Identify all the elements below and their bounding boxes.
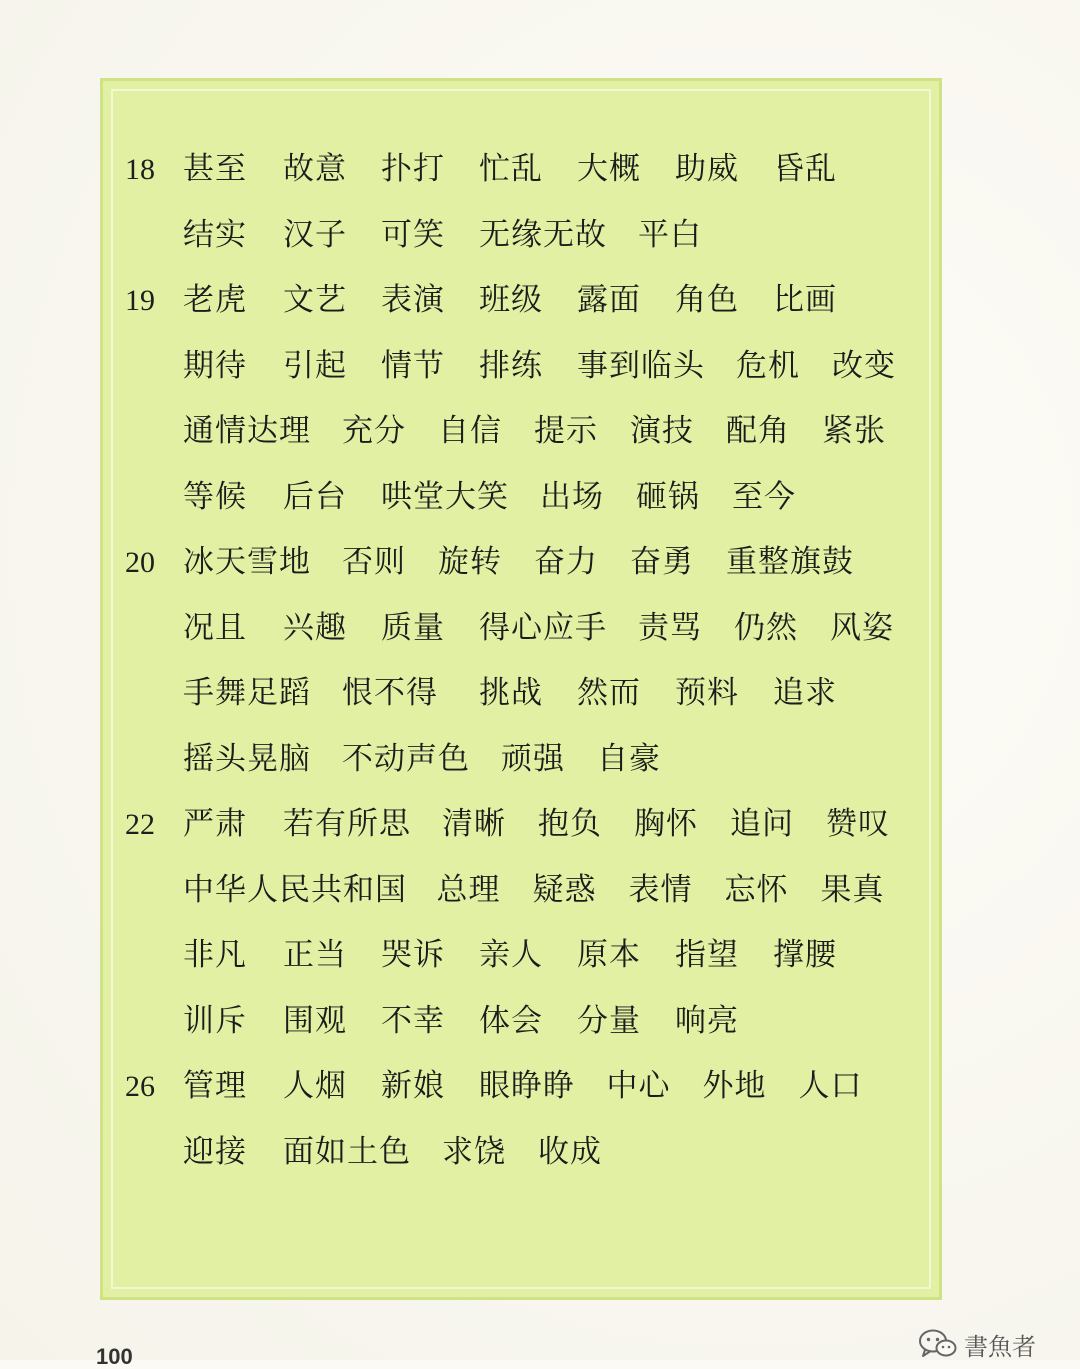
vocab-word: 响亮 [675, 1002, 739, 1039]
vocab-word: 哄堂大笑 [381, 478, 509, 515]
watermark [918, 1324, 1036, 1364]
vocab-word: 引起 [283, 347, 347, 384]
vocab-word: 班级 [479, 282, 543, 318]
vocab-word: 迎接 [183, 1133, 247, 1170]
vocab-word: 预料 [675, 675, 739, 711]
vocab-word: 表情 [628, 871, 693, 908]
word-row [103, 999, 945, 1045]
word-row [103, 344, 945, 390]
vocab-word: 否则 [342, 544, 406, 580]
vocab-word: 配角 [726, 413, 790, 449]
word-row [103, 802, 945, 848]
word-row [103, 475, 945, 521]
vocab-word: 人口 [798, 1068, 863, 1104]
lesson-number: 22 [125, 808, 155, 841]
word-row [103, 671, 945, 717]
vocab-word: 冰天雪地 [183, 544, 311, 580]
vocab-word: 赞叹 [826, 806, 890, 842]
vocab-word: 忙乱 [479, 151, 543, 187]
vocab-word: 收成 [538, 1133, 602, 1170]
vocab-word: 事到临头 [577, 347, 705, 384]
vocab-word: 求饶 [442, 1133, 506, 1170]
vocab-word: 等候 [183, 478, 247, 515]
vocab-word: 体会 [479, 1002, 543, 1039]
vocab-word: 围观 [283, 1002, 347, 1039]
vocab-word: 平白 [638, 216, 702, 253]
vocab-word: 昏乱 [773, 151, 837, 187]
vocab-word: 清晰 [442, 806, 506, 842]
vocab-word: 大概 [577, 151, 641, 187]
vocab-word: 出场 [540, 478, 604, 515]
wechat-icon [918, 1328, 958, 1360]
vocab-word: 恨不得 [342, 675, 438, 711]
vocab-word: 中华人民共和国 [183, 871, 407, 908]
vocab-word: 训斥 [183, 1002, 247, 1039]
word-row [103, 933, 945, 979]
vocab-word: 比画 [773, 282, 837, 318]
vocab-word: 追问 [730, 806, 794, 842]
word-row [103, 737, 945, 783]
vocab-word: 露面 [577, 282, 641, 318]
vocab-word: 演技 [630, 413, 694, 449]
vocab-word: 然而 [577, 675, 641, 711]
word-row [103, 278, 945, 324]
vocab-word: 亲人 [479, 937, 543, 973]
vocab-word: 不动声色 [342, 740, 470, 777]
vocab-word: 兴趣 [283, 609, 347, 646]
vocab-word: 奋力 [534, 544, 598, 580]
vocab-word: 至今 [732, 478, 796, 515]
lesson-number: 19 [125, 284, 155, 317]
vocab-word: 奋勇 [630, 544, 694, 580]
vocab-word: 哭诉 [381, 937, 445, 973]
vocab-word: 风姿 [830, 609, 894, 646]
vocab-word: 疑惑 [532, 871, 597, 908]
vocab-word: 挑战 [479, 675, 543, 711]
vocab-word: 手舞足蹈 [183, 675, 311, 711]
vocab-word: 故意 [283, 151, 347, 187]
vocab-word: 正当 [283, 937, 347, 973]
vocab-word: 表演 [381, 282, 445, 318]
vocab-word: 不幸 [381, 1002, 445, 1039]
vocab-word: 质量 [381, 609, 445, 646]
vocab-word: 胸怀 [634, 806, 698, 842]
vocab-word: 老虎 [183, 282, 247, 318]
page-number: 100 [96, 1344, 133, 1369]
vocab-word: 仍然 [734, 609, 798, 646]
vocab-word: 文艺 [283, 282, 347, 318]
vocab-word: 紧张 [822, 413, 886, 449]
vocab-word: 自信 [438, 413, 502, 449]
vocab-word: 人烟 [283, 1068, 347, 1104]
vocab-word: 管理 [183, 1068, 247, 1104]
vocab-word: 非凡 [183, 937, 247, 973]
vocab-word: 若有所思 [283, 806, 411, 842]
vocab-word: 甚至 [183, 151, 247, 187]
vocab-word: 总理 [436, 871, 501, 908]
lesson-number: 20 [125, 546, 155, 579]
vocab-word: 汉子 [283, 216, 347, 253]
vocab-word: 顽强 [501, 740, 565, 777]
vocab-word: 排练 [479, 347, 543, 384]
vocab-word: 果真 [820, 871, 885, 908]
vocab-word: 情节 [381, 347, 445, 384]
vocab-word: 充分 [342, 413, 406, 449]
word-row [103, 540, 945, 586]
vocab-word: 通情达理 [183, 413, 311, 449]
watermark-text: 書魚者 [964, 1332, 1036, 1361]
vocab-word: 责骂 [638, 609, 702, 646]
vocab-word: 提示 [534, 413, 598, 449]
word-row [103, 868, 945, 914]
vocab-word: 重整旗鼓 [726, 544, 854, 580]
vocab-word: 砸锅 [636, 478, 700, 515]
vocab-word: 扑打 [381, 151, 445, 187]
vocab-word: 旋转 [438, 544, 502, 580]
vocab-word: 结实 [183, 216, 247, 253]
vocab-word: 况且 [183, 609, 247, 646]
vocab-word: 自豪 [597, 740, 661, 777]
word-row [103, 409, 945, 455]
word-list-panel [100, 78, 942, 1300]
vocab-word: 追求 [773, 675, 837, 711]
vocab-word: 期待 [183, 347, 247, 384]
vocab-word: 改变 [832, 347, 896, 384]
vocab-word: 后台 [283, 478, 347, 515]
vocab-word: 无缘无故 [479, 216, 607, 253]
vocab-word: 严肃 [183, 806, 247, 842]
vocab-word: 角色 [675, 282, 739, 318]
word-row [103, 213, 945, 259]
vocab-word: 撑腰 [773, 937, 837, 973]
word-row [103, 147, 945, 193]
vocab-word: 原本 [577, 937, 641, 973]
vocab-word: 可笑 [381, 216, 445, 253]
vocab-word: 助威 [675, 151, 739, 187]
vocab-word: 分量 [577, 1002, 641, 1039]
word-row [103, 606, 945, 652]
vocab-word: 指望 [675, 937, 739, 973]
lesson-number: 18 [125, 153, 155, 186]
vocab-word: 得心应手 [479, 609, 607, 646]
lesson-number: 26 [125, 1070, 155, 1103]
vocab-word: 面如土色 [283, 1133, 411, 1170]
vocab-word: 新娘 [381, 1068, 445, 1104]
vocab-word: 摇头晃脑 [183, 740, 311, 777]
word-row [103, 1130, 945, 1176]
vocab-word: 忘怀 [724, 871, 789, 908]
vocab-word: 外地 [702, 1068, 767, 1104]
word-row [103, 1064, 945, 1110]
vocab-word: 危机 [736, 347, 800, 384]
vocab-word: 抱负 [538, 806, 602, 842]
vocab-word: 眼睁睁 [479, 1068, 575, 1104]
vocab-word: 中心 [606, 1068, 671, 1104]
